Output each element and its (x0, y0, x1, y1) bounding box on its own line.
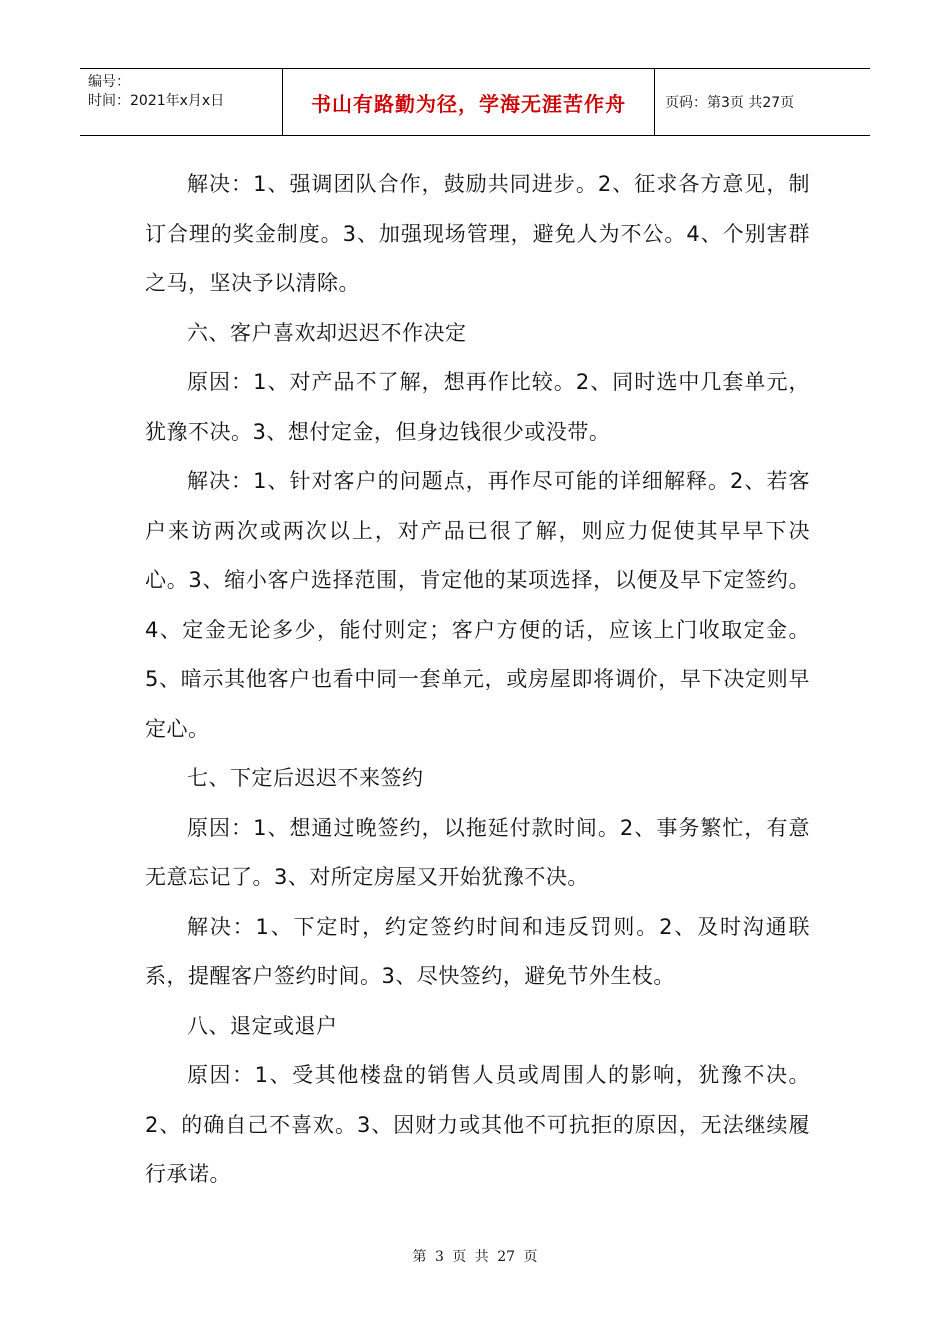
document-date-label: 时间：2021年x月x日 (88, 93, 225, 109)
header-page-label: 页码：第3页 共27页 (665, 95, 795, 111)
page-header (80, 68, 870, 136)
section-heading: 六、客户喜欢却迟迟不作决定 (187, 320, 467, 345)
document-body (145, 160, 810, 1200)
body-paragraph: 解决：1、下定时，约定签约时间和违反罚则。2、及时沟通联系，提醒客户签约时间。3、尽快签约，避免节外生枝。 (145, 914, 810, 988)
body-paragraph: 解决：1、针对客户的问题点，再作尽可能的详细解释。2、若客户来访两次或两次以上，对产品已很了解，则应力促使其早早下决心。3、缩小客户选择范围，肯定他的某项选择，以便及早下定签约。4、定金无论多少，能付则定；客户方便的话，应该上门收取定金。5、暗示其他客户也看中同一套单元，或房屋即将调价，早下决定则早定心。 (145, 469, 810, 741)
page-footer: 第 3 页 共 27 页 (412, 1249, 538, 1265)
body-paragraph: 原因：1、对产品不了解，想再作比较。2、同时选中几套单元，犹豫不决。3、想付定金，但身边钱很少或没带。 (145, 370, 810, 444)
body-paragraph: 原因：1、受其他楼盘的销售人员或周围人的影响，犹豫不决。2、的确自己不喜欢。3、因财力或其他不可抗拒的原因，无法继续履行承诺。 (145, 1063, 810, 1186)
header-motto: 书山有路勤为径，学海无涯苦作舟 (282, 69, 655, 135)
body-paragraph: 原因：1、想通过晚签约，以拖延付款时间。2、事务繁忙，有意无意忘记了。3、对所定房屋又开始犹豫不决。 (145, 815, 810, 889)
section-heading: 八、退定或退户 (187, 1013, 338, 1038)
section-heading: 七、下定后迟迟不来签约 (187, 766, 424, 790)
body-paragraph: 解决：1、强调团队合作，鼓励共同进步。2、征求各方意见，制订合理的奖金制度。3、加强现场管理，避免人为不公。4、个别害群之马，坚决予以清除。 (145, 172, 810, 295)
document-number-label: 编号： (88, 74, 130, 90)
header-meta (80, 69, 282, 135)
